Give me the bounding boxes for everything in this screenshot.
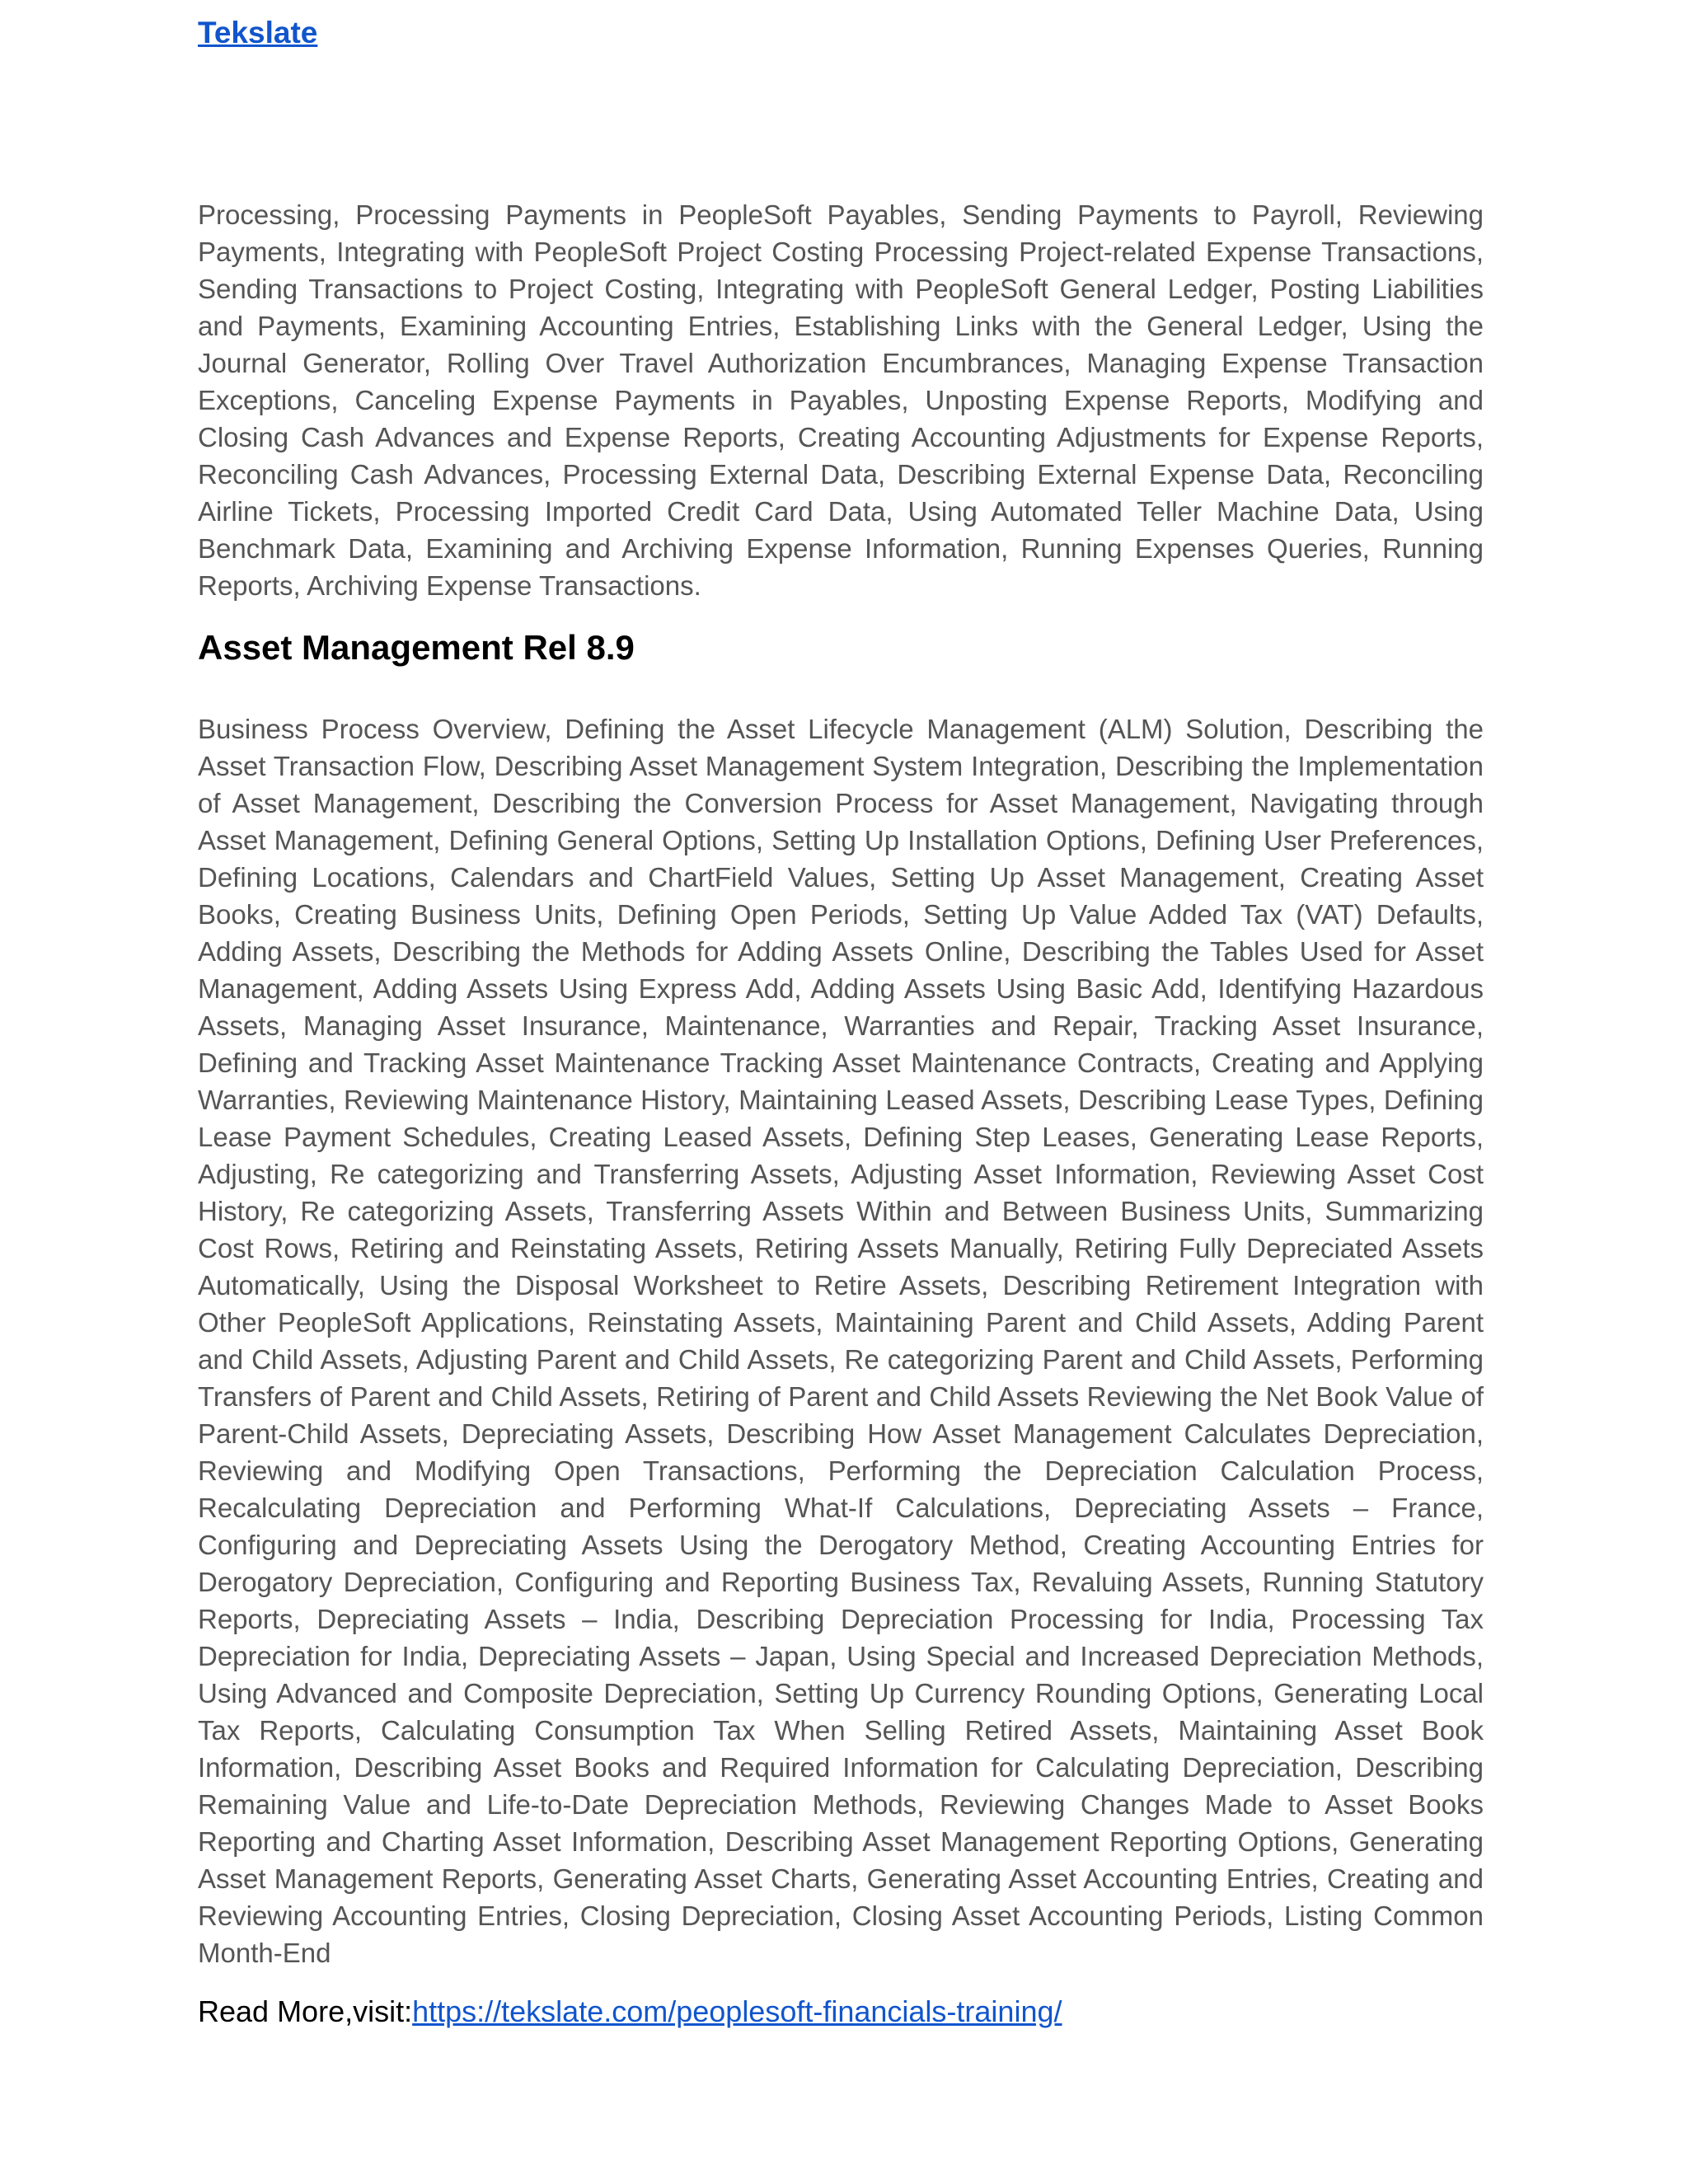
brand-link[interactable]: Tekslate <box>198 16 318 49</box>
asset-management-topics-paragraph: Business Process Overview, Defining the Asset Lifecycle Management (ALM) Solution, Describing the Asset Transaction Flow, Describing Asset Management System Integration, Describing the Implementation of Asset Management, Describing the Conversion Process for Asset Management, Navigating through Asset Management, Defining General Options, Setting Up Installation Options, Defining User Preferences, Defining Locations, Calendars and ChartField Values, Setting Up Asset Management, Creating Asset Books, Creating Business Units, Defining Open Periods, Setting Up Value Added Tax (VAT) Defaults, Adding Assets, Describing the Methods for Adding Assets Online, Describing the Tables Used for Asset Management, Adding Assets Using Express Add, Adding Assets Using Basic Add, Identifying Hazardous Assets, Managing Asset Insurance, Maintenance, Warranties and Repair, Tracking Asset Insurance, Defining and Tracking Asset Maintenance Tracking Asset Maintenance Contracts, Creating and Applying Warranties, Reviewing Maintenance History, Maintaining Leased Assets, Describing Lease Types, Defining Lease Payment Schedules, Creating Leased Assets, Defining Step Leases, Generating Lease Reports, Adjusting, Re categorizing and Transferring Assets, Adjusting Asset Information, Reviewing Asset Cost History, Re categorizing Assets, Transferring Assets Within and Between Business Units, Summarizing Cost Rows, Retiring and Reinstating Assets, Retiring Assets Manually, Retiring Fully Depreciated Assets Automatically, Using the Disposal Worksheet to Retire Assets, Describing Retirement Integration with Other PeopleSoft Applications, Reinstating Assets, Maintaining Parent and Child Assets, Adding Parent and Child Assets, Adjusting Parent and Child Assets, Re categorizing Parent and Child Assets, Performing Transfers of Parent and Child Assets, Retiring of Parent and Child Assets Reviewing the Net Book Value of Parent-Child Assets, Depreciating Assets, Describing How Asset Management Calculates Depreciation, Reviewing and Modifying Open Transactions, Performing the Depreciation Calculation Process, Recalculating Depreciation and Performing What-If Calculations, Depreciating Assets – France, Configuring and Depreciating Assets Using the Derogatory Method, Creating Accounting Entries for Derogatory Depreciation, Configuring and Reporting Business Tax, Revaluing Assets, Running Statutory Reports, Depreciating Assets – India, Describing Depreciation Processing for India, Processing Tax Depreciation for India, Depreciating Assets – Japan, Using Special and Increased Depreciation Methods, Using Advanced and Composite Depreciation, Setting Up Currency Rounding Options, Generating Local Tax Reports, Calculating Consumption Tax When Selling Retired Assets, Maintaining Asset Book Information, Describing Asset Books and Required Information for Calculating Depreciation, Describing Remaining Value and Life-to-Date Depreciation Methods, Reviewing Changes Made to Asset Books Reporting and Charting Asset Information, Describing Asset Management Reporting Options, Generating Asset Management Reports, Generating Asset Charts, Generating Asset Accounting Entries, Creating and Reviewing Accounting Entries, Closing Depreciation, Closing Asset Accounting Periods, Listing Common Month-End <box>198 714 1484 1968</box>
read-more-line <box>198 1993 1062 2031</box>
read-more-link[interactable]: https://tekslate.com/peoplesoft-financials-training/ <box>412 1994 1062 2028</box>
expense-topics-paragraph: Processing, Processing Payments in PeopleSoft Payables, Sending Payments to Payroll, Reviewing Payments, Integrating with PeopleSoft Project Costing Processing Project-related Expense Transactions, Sending Transactions to Project Costing, Integrating with PeopleSoft General Ledger, Posting Liabilities and Payments, Examining Accounting Entries, Establishing Links with the General Ledger, Using the Journal Generator, Rolling Over Travel Authorization Encumbrances, Managing Expense Transaction Exceptions, Canceling Expense Payments in Payables, Unposting Expense Reports, Modifying and Closing Cash Advances and Expense Reports, Creating Accounting Adjustments for Expense Reports, Reconciling Cash Advances, Processing External Data, Describing External Expense Data, Reconciling Airline Tickets, Processing Imported Credit Card Data, Using Automated Teller Machine Data, Using Benchmark Data, Examining and Archiving Expense Information, Running Expenses Queries, Running Reports, Archiving Expense Transactions. <box>198 199 1484 601</box>
section-heading: Asset Management Rel 8.9 <box>198 628 635 667</box>
read-more-label: Read More,visit: <box>198 1994 413 2028</box>
